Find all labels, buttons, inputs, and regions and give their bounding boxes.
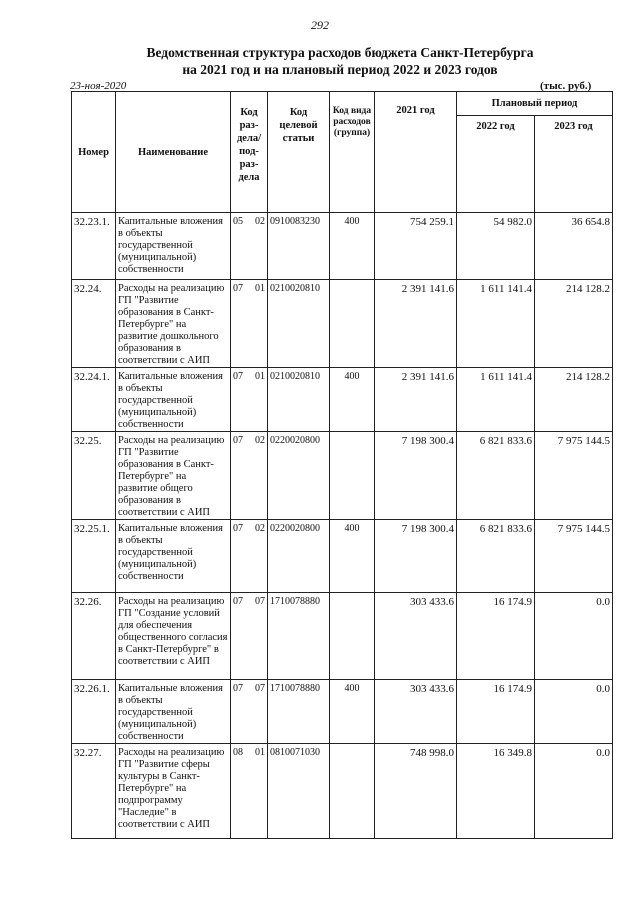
table-row (72, 593, 613, 680)
table-row (72, 213, 613, 280)
header-2023: 2023 год (535, 116, 613, 213)
row-number: 32.25. (72, 432, 116, 520)
row-number: 32.24. (72, 280, 116, 368)
header-planned-period: Плановый период (457, 92, 613, 116)
row-value-2021: 2 391 141.6 (375, 368, 457, 432)
header-expense-type: Код вида расходов (группа) (330, 92, 375, 213)
row-expense-type: 400 (330, 213, 375, 280)
row-name: Капитальные вложения в объекты государственной (муниципальной) собственности (116, 213, 231, 280)
row-value-2023: 214 128.2 (535, 368, 613, 432)
row-value-2022: 6 821 833.6 (457, 432, 535, 520)
row-value-2021: 754 259.1 (375, 213, 457, 280)
row-value-2021: 7 198 300.4 (375, 432, 457, 520)
header-name: Наименование (116, 92, 231, 213)
row-target-code: 0210020810 (268, 280, 330, 368)
row-expense-type (330, 432, 375, 520)
row-number: 32.23.1. (72, 213, 116, 280)
row-section-code: 08 01 (231, 744, 268, 839)
row-value-2023: 36 654.8 (535, 213, 613, 280)
row-value-2022: 16 349.8 (457, 744, 535, 839)
row-value-2022: 6 821 833.6 (457, 520, 535, 593)
header-number: Номер (72, 92, 116, 213)
row-expense-type: 400 (330, 368, 375, 432)
row-value-2021: 303 433.6 (375, 680, 457, 744)
row-target-code: 1710078880 (268, 680, 330, 744)
row-value-2023: 7 975 144.5 (535, 520, 613, 593)
row-name: Расходы на реализацию ГП "Развитие сферы культуры в Санкт-Петербурге" на подпрограмму "Наследие" в соответствии с АИП (116, 744, 231, 839)
row-target-code: 0220020800 (268, 520, 330, 593)
row-target-code: 0210020810 (268, 368, 330, 432)
row-number: 32.24.1. (72, 368, 116, 432)
row-target-code: 1710078880 (268, 593, 330, 680)
row-section-code: 07 01 (231, 280, 268, 368)
budget-table (71, 91, 613, 839)
table-row (72, 744, 613, 839)
row-section-code: 07 07 (231, 680, 268, 744)
table-row (72, 432, 613, 520)
row-expense-type (330, 280, 375, 368)
table-row (72, 680, 613, 744)
page-number: 292 (311, 18, 329, 32)
table-row (72, 280, 613, 368)
row-name: Капитальные вложения в объекты государственной (муниципальной) собственности (116, 368, 231, 432)
row-section-code: 07 02 (231, 432, 268, 520)
row-value-2022: 54 982.0 (457, 213, 535, 280)
document-date: 23-ноя-2020 (70, 80, 127, 92)
row-value-2022: 1 611 141.4 (457, 280, 535, 368)
row-value-2023: 0.0 (535, 680, 613, 744)
row-value-2022: 1 611 141.4 (457, 368, 535, 432)
row-target-code: 0910083230 (268, 213, 330, 280)
header-2021: 2021 год (375, 92, 457, 213)
table-row (72, 368, 613, 432)
table-row (72, 520, 613, 593)
row-value-2023: 0.0 (535, 744, 613, 839)
row-number: 32.25.1. (72, 520, 116, 593)
row-expense-type: 400 (330, 680, 375, 744)
row-value-2022: 16 174.9 (457, 593, 535, 680)
header-target: Код целевой статьи (268, 92, 330, 213)
row-number: 32.26. (72, 593, 116, 680)
header-2022: 2022 год (457, 116, 535, 213)
row-target-code: 0220020800 (268, 432, 330, 520)
row-value-2021: 303 433.6 (375, 593, 457, 680)
row-expense-type (330, 744, 375, 839)
row-name: Расходы на реализацию ГП "Развитие образования в Санкт-Петербурге" на развитие общего образования в соответствии с АИП (116, 432, 231, 520)
row-value-2021: 7 198 300.4 (375, 520, 457, 593)
title-line-2: на 2021 год и на плановый период 2022 и 2023 годов (182, 62, 498, 77)
row-value-2022: 16 174.9 (457, 680, 535, 744)
row-name: Капитальные вложения в объекты государственной (муниципальной) собственности (116, 520, 231, 593)
row-number: 32.26.1. (72, 680, 116, 744)
units-label: (тыс. руб.) (540, 80, 592, 92)
row-expense-type: 400 (330, 520, 375, 593)
row-number: 32.27. (72, 744, 116, 839)
row-expense-type (330, 593, 375, 680)
row-name: Расходы на реализацию ГП "Создание условий для обеспечения общественного согласия в Санкт-Петербурге" в соответствии с АИП (116, 593, 231, 680)
title-line-1: Ведомственная структура расходов бюджета Санкт-Петербурга (146, 45, 534, 60)
row-name: Капитальные вложения в объекты государственной (муниципальной) собственности (116, 680, 231, 744)
page-title (40, 44, 640, 78)
row-value-2023: 7 975 144.5 (535, 432, 613, 520)
row-value-2023: 214 128.2 (535, 280, 613, 368)
row-value-2021: 2 391 141.6 (375, 280, 457, 368)
row-target-code: 0810071030 (268, 744, 330, 839)
row-value-2021: 748 998.0 (375, 744, 457, 839)
header-section: Код раз- дела/ под- раз- дела (231, 92, 268, 213)
row-name: Расходы на реализацию ГП "Развитие образования в Санкт-Петербурге" на развитие дошкольного образования в соответствии с АИП (116, 280, 231, 368)
row-section-code: 07 02 (231, 520, 268, 593)
row-value-2023: 0.0 (535, 593, 613, 680)
row-section-code: 07 07 (231, 593, 268, 680)
row-section-code: 05 02 (231, 213, 268, 280)
row-section-code: 07 01 (231, 368, 268, 432)
